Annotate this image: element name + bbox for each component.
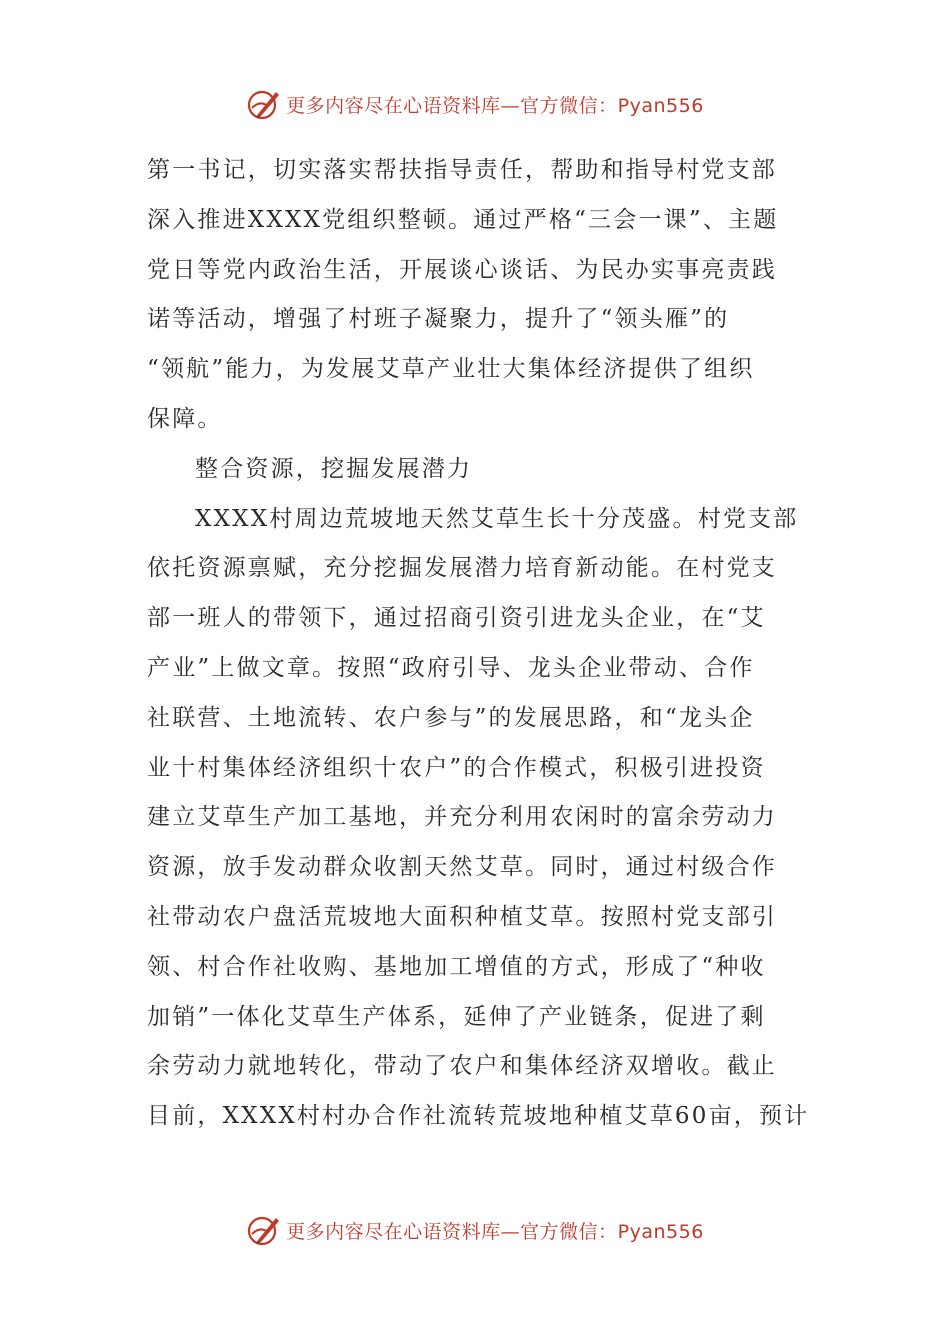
- body-line: 诺等活动，增强了村班子凝聚力，提升了“领头雁”的: [147, 306, 730, 333]
- footer-watermark-banner: [0, 1210, 950, 1250]
- body-line: 加销”一体化艾草生产体系，延伸了产业链条，促进了剩: [147, 1003, 766, 1030]
- body-line: 深入推进XXXX党组织整顿。通过严格“三会一课”、主题: [147, 206, 779, 233]
- section-heading: 整合资源，挖掘发展潜力: [195, 455, 473, 482]
- quill-logo-icon: [246, 1212, 282, 1248]
- body-line: 第一书记，切实落实帮扶指导责任，帮助和指导村党支部: [147, 157, 777, 183]
- header-watermark-banner: [0, 84, 950, 124]
- body-line: 部一班人的带领下，通过招商引资引进龙头企业，在“艾: [147, 605, 766, 632]
- body-line: 建立艾草生产加工基地，并充分利用农闲时的富余劳动力: [147, 804, 777, 831]
- body-line: 社联营、土地流转、农户参与”的发展思路，和“龙头企: [147, 704, 755, 731]
- body-line: 余劳动力就地转化，带动了农户和集体经济双增收。截止: [147, 1053, 777, 1080]
- body-line: 资源，放手发动群众收割天然艾草。同时，通过村级合作: [147, 854, 777, 881]
- body-line: XXXX村周边荒坡地天然艾草生长十分茂盛。村党支部: [195, 505, 799, 532]
- body-line: “领航”能力，为发展艾草产业壮大集体经济提供了组织: [147, 356, 755, 383]
- header-wechat-handle: Pyan556: [617, 94, 704, 117]
- body-line: 产业”上做文章。按照“政府引导、龙头企业带动、合作: [147, 654, 755, 681]
- footer-watermark-text: 更多内容尽在心语资料库—官方微信：Pyan556: [286, 1220, 704, 1243]
- body-line: 保障。: [147, 405, 223, 432]
- body-line: 目前，XXXX村村办合作社流转荒坡地种植艾草60亩，预计: [147, 1103, 810, 1130]
- quill-logo-icon: [246, 86, 282, 122]
- body-line: 依托资源禀赋，充分挖掘发展潜力培育新动能。在村党支: [147, 555, 777, 582]
- body-line: 领、村合作社收购、基地加工增值的方式，形成了“种收: [147, 953, 766, 980]
- body-line: 社带动农户盘活荒坡地大面积种植艾草。按照村党支部引: [147, 903, 777, 930]
- body-line: 业十村集体经济组织十农户”的合作模式，积极引进投资: [147, 754, 766, 781]
- header-watermark-text: 更多内容尽在心语资料库—官方微信：Pyan556: [286, 94, 704, 117]
- document-body: [147, 146, 810, 1142]
- footer-wechat-handle: Pyan556: [617, 1220, 704, 1243]
- body-line: 党日等党内政治生活，开展谈心谈话、为民办实事亮责践: [147, 256, 777, 283]
